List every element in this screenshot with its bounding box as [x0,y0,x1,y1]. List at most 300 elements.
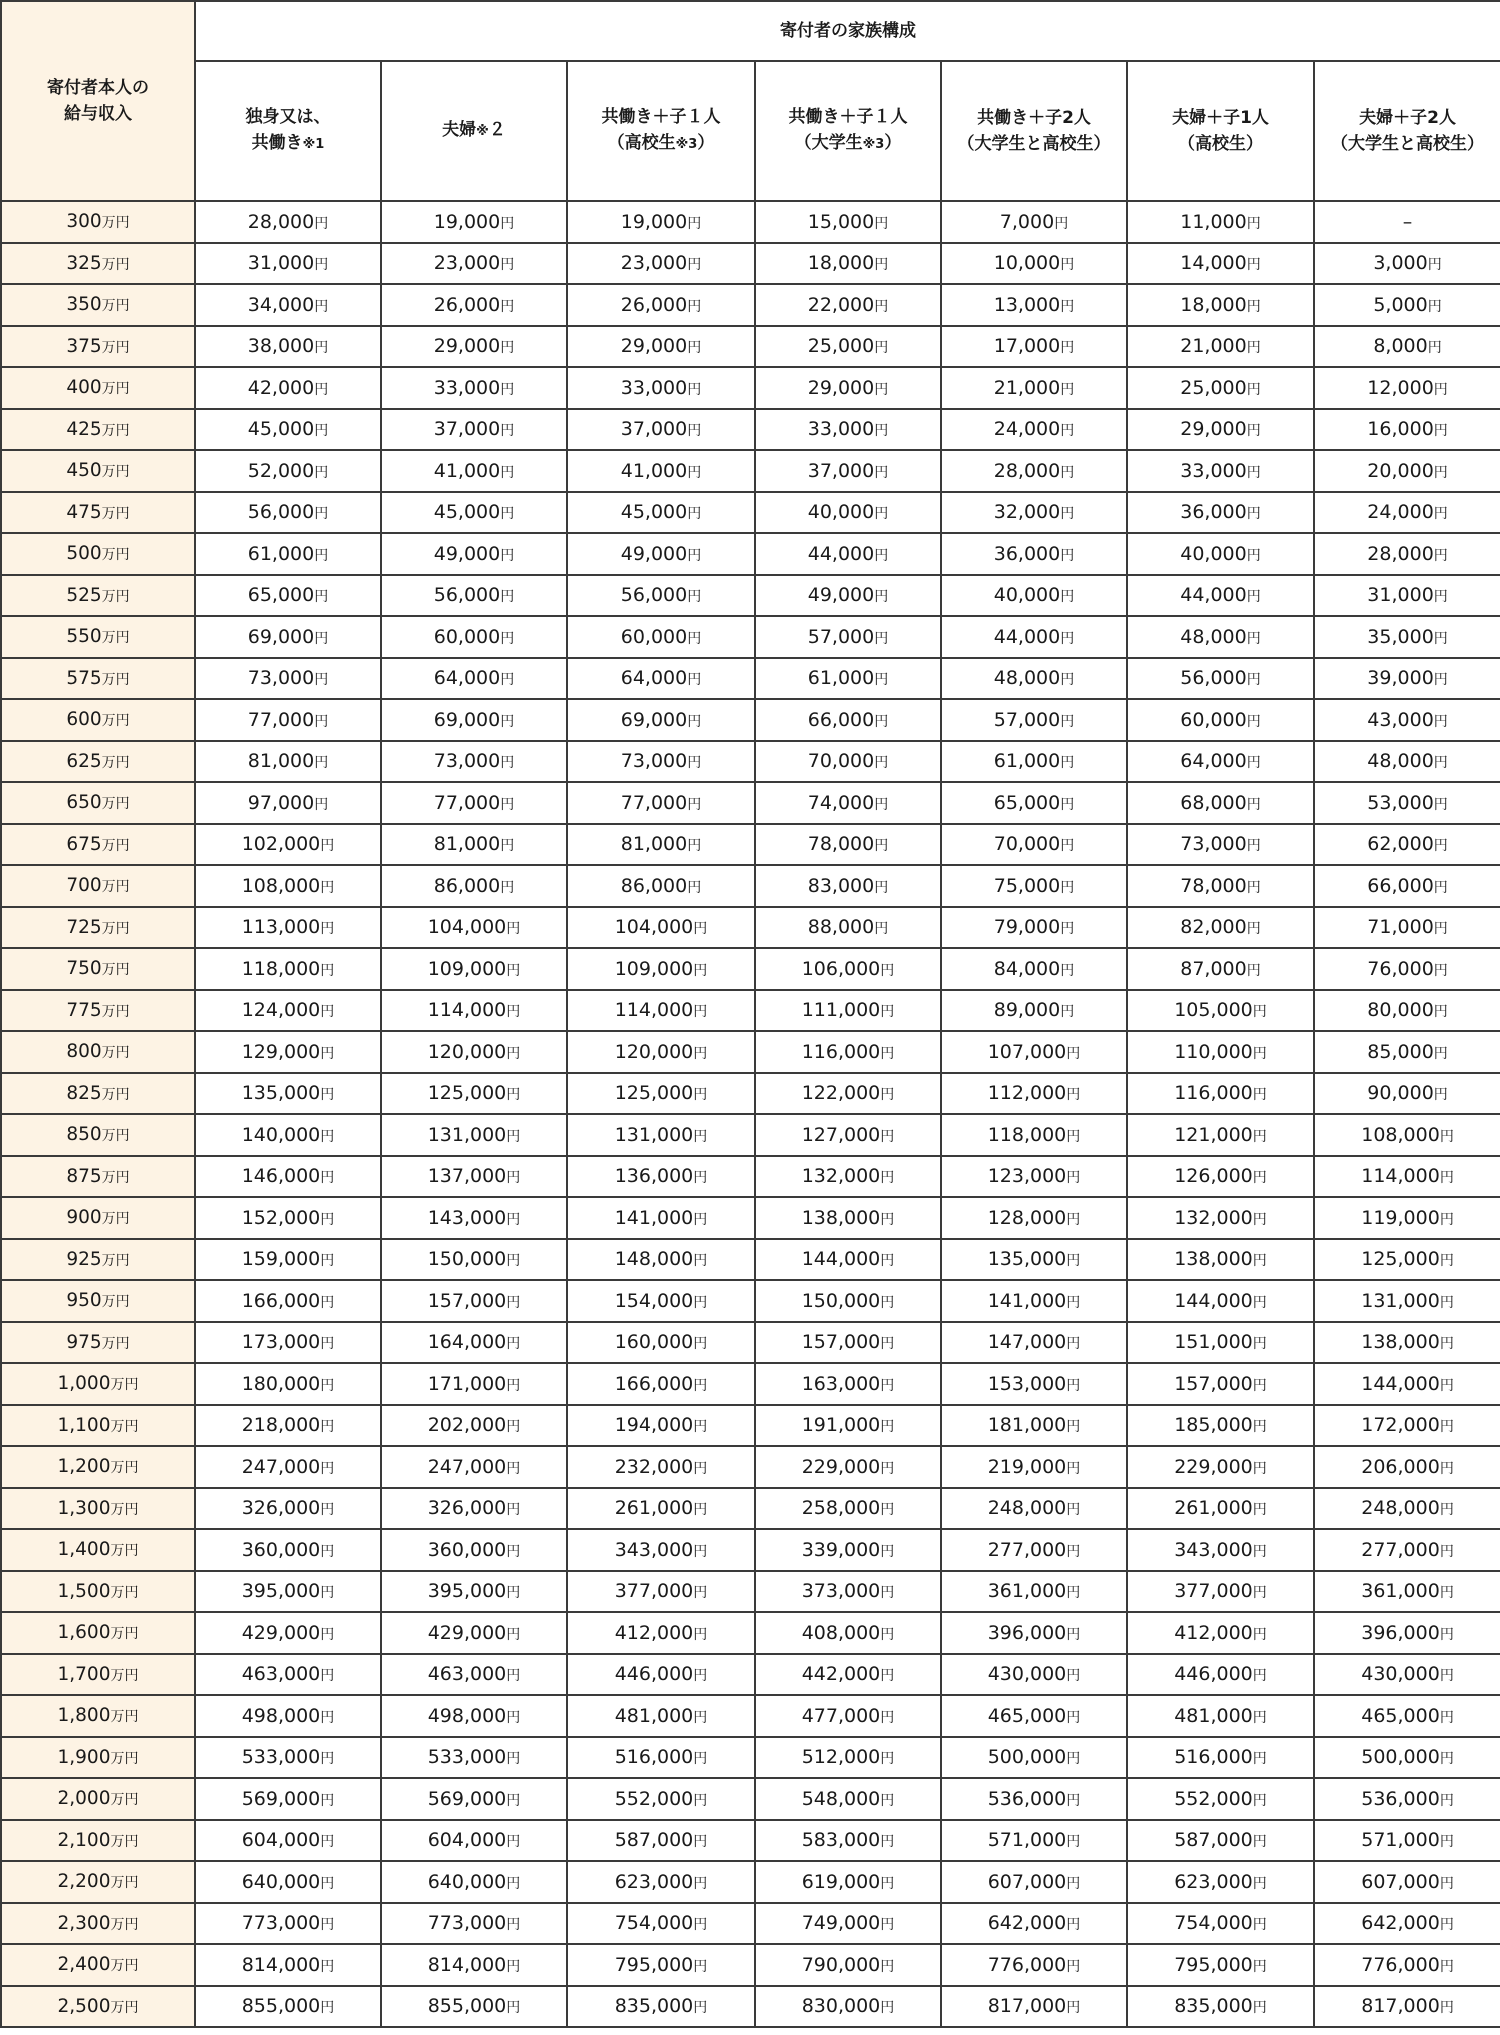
amount-value: 430,000 [1361,1663,1440,1686]
amount-cell [195,1903,381,1945]
income-value: 325 [66,252,102,274]
income-cell [1,1156,195,1198]
column-header-line [1315,131,1500,157]
amount-cell [1127,1695,1314,1737]
amount-cell [381,201,567,243]
amount-cell [567,1197,755,1239]
amount-value: 855,000 [427,1995,507,2018]
table-row [1,367,1500,409]
amount-cell [567,1778,755,1820]
amount-cell [941,907,1127,949]
amount-cell [1314,741,1500,783]
column-header-text: ） [884,133,902,153]
amount-unit: 円 [320,1004,335,1021]
amount-value: 64,000 [1180,750,1247,773]
amount-cell [755,409,941,451]
amount-unit: 円 [880,1211,895,1228]
amount-cell [195,1239,381,1281]
column-header [567,61,755,201]
amount-value: 463,000 [427,1663,507,1686]
amount-cell [941,1695,1127,1737]
amount-cell [1127,1488,1314,1530]
amount-unit: 円 [1439,1834,1454,1851]
amount-cell [1314,907,1500,949]
amount-cell [1314,1239,1500,1281]
amount-cell [1314,1363,1500,1405]
table-row [1,1529,1500,1571]
amount-unit: 円 [1066,1834,1081,1851]
amount-value: 44,000 [993,625,1061,648]
amount-unit: 円 [880,1751,895,1768]
amount-cell [941,865,1127,907]
amount-value: 56,000 [247,501,315,524]
amount-unit: 円 [506,2000,521,2017]
amount-cell [381,1571,567,1613]
amount-value: 33,000 [807,418,875,441]
amount-cell [381,1031,567,1073]
amount-unit: 円 [1433,589,1448,606]
amount-unit: 円 [1066,1668,1081,1685]
amount-value: 132,000 [801,1165,881,1188]
income-unit: 万円 [101,1252,130,1269]
amount-value: 152,000 [241,1206,321,1229]
income-value: 925 [66,1248,102,1270]
amount-cell [755,326,941,368]
amount-cell [1127,243,1314,285]
amount-value: 277,000 [1361,1538,1440,1561]
amount-value: 163,000 [801,1372,881,1395]
income-value: 1,100 [57,1414,111,1436]
amount-cell [1127,367,1314,409]
amount-cell [567,1654,755,1696]
amount-unit: 円 [693,1792,708,1809]
amount-unit: 円 [874,796,889,813]
amount-cell [1127,1820,1314,1862]
table-row [1,409,1500,451]
amount-value: 569,000 [241,1787,321,1810]
amount-unit: 円 [1066,1087,1081,1104]
income-value: 725 [66,916,102,938]
amount-cell [381,658,567,700]
amount-value: 114,000 [427,999,507,1022]
amount-unit: 円 [506,1958,521,1975]
amount-unit: 円 [693,1004,708,1021]
amount-value: 261,000 [614,1497,694,1520]
amount-cell [1314,1405,1500,1447]
amount-value: 37,000 [807,459,875,482]
income-cell [1,1197,195,1239]
amount-value: 120,000 [427,1040,507,1063]
amount-unit: 円 [314,423,329,440]
amount-cell [1127,948,1314,990]
amount-value: 148,000 [614,1248,694,1271]
amount-cell [941,1156,1127,1198]
amount-cell [941,616,1127,658]
column-header-text: （大学生 [794,133,863,153]
amount-unit: 円 [1060,1004,1075,1021]
income-unit: 万円 [101,464,130,481]
amount-cell [567,533,755,575]
amount-value: 40,000 [993,584,1061,607]
amount-cell [755,1322,941,1364]
amount-value: 60,000 [1180,708,1247,731]
amount-unit: 円 [880,1958,895,1975]
income-cell [1,741,195,783]
income-value: 425 [66,418,102,440]
income-unit: 万円 [110,1501,139,1518]
amount-cell [195,990,381,1032]
amount-unit: 円 [1252,1917,1267,1934]
amount-cell [567,616,755,658]
amount-unit: 円 [874,879,889,896]
amount-cell [1127,741,1314,783]
amount-unit: 円 [1066,1875,1081,1892]
amount-cell [1314,1820,1500,1862]
amount-unit: 円 [880,1875,895,1892]
income-value: 1,400 [57,1539,111,1561]
amount-unit: 円 [1439,1585,1454,1602]
amount-value: 109,000 [427,957,507,980]
amount-cell [755,1114,941,1156]
amount-unit: 円 [1252,1460,1267,1477]
amount-unit: 円 [314,672,329,689]
amount-unit: 円 [506,1004,521,1021]
amount-unit: 円 [1246,298,1261,315]
amount-unit: 円 [506,1709,521,1726]
amount-unit: 円 [687,381,702,398]
amount-unit: 円 [1252,1004,1267,1021]
amount-value: 412,000 [1174,1621,1253,1644]
amount-value: 477,000 [801,1704,881,1727]
income-cell [1,1322,195,1364]
income-cell [1,658,195,700]
amount-cell [195,367,381,409]
amount-unit: 円 [1252,1543,1267,1560]
income-cell [1,284,195,326]
amount-unit: 円 [874,755,889,772]
amount-unit: 円 [1246,879,1261,896]
amount-unit: 円 [693,921,708,938]
column-header [755,61,941,201]
amount-value: 57,000 [807,625,875,648]
income-unit: 万円 [101,422,130,439]
table-row [1,699,1500,741]
amount-cell [195,1695,381,1737]
column-header-line [568,130,754,158]
income-unit: 万円 [101,1045,130,1062]
amount-unit: 円 [693,1709,708,1726]
amount-value: 571,000 [987,1829,1067,1852]
table-row [1,201,1500,243]
amount-value: 206,000 [1361,1455,1440,1478]
amount-cell [1127,1654,1314,1696]
amount-unit: 円 [314,547,329,564]
amount-value: 77,000 [620,791,688,814]
amount-value: 48,000 [1180,625,1247,648]
income-cell [1,1695,195,1737]
amount-value: 37,000 [433,418,501,441]
amount-value: 19,000 [620,210,688,233]
amount-value: 35,000 [1367,625,1434,648]
amount-unit: 円 [1246,547,1261,564]
amount-value: 60,000 [433,625,501,648]
income-unit: 万円 [101,1086,130,1103]
amount-unit: 円 [687,464,702,481]
column-header-text: 夫婦 [442,120,477,140]
amount-unit: 円 [1246,672,1261,689]
amount-value: 48,000 [1367,750,1434,773]
amount-unit: 円 [880,1460,895,1477]
amount-cell [567,782,755,824]
income-cell [1,1405,195,1447]
amount-value: 191,000 [801,1414,881,1437]
amount-value: 166,000 [614,1372,694,1395]
amount-value: 62,000 [1367,833,1434,856]
amount-value: 219,000 [987,1455,1067,1478]
amount-cell [381,1156,567,1198]
amount-unit: 円 [1439,1128,1454,1145]
amount-value: 22,000 [807,293,875,316]
table-row [1,1405,1500,1447]
amount-unit: 円 [1433,464,1448,481]
amount-unit: 円 [1252,1585,1267,1602]
amount-cell [1127,533,1314,575]
amount-cell [195,326,381,368]
amount-unit: 円 [320,2000,335,2017]
amount-unit: 円 [880,962,895,979]
table-row [1,824,1500,866]
amount-value: 229,000 [1174,1455,1253,1478]
amount-value: 144,000 [1174,1289,1253,1312]
amount-value: 533,000 [241,1746,321,1769]
amount-unit: 円 [687,257,702,274]
amount-unit: 円 [687,506,702,523]
amount-cell [755,990,941,1032]
amount-value: 23,000 [620,252,688,275]
amount-value: 53,000 [1367,791,1434,814]
amount-value: 607,000 [987,1870,1067,1893]
income-value: 1,200 [57,1456,111,1478]
amount-value: 773,000 [427,1912,507,1935]
amount-cell [567,1239,755,1281]
income-unit: 万円 [110,1543,139,1560]
amount-cell [381,1405,567,1447]
amount-value: 97,000 [247,791,315,814]
amount-unit: 円 [506,1917,521,1934]
amount-cell [941,699,1127,741]
amount-value: 14,000 [1180,252,1247,275]
amount-unit: 円 [693,1626,708,1643]
amount-unit: 円 [1252,1875,1267,1892]
amount-unit: 円 [874,423,889,440]
amount-unit: 円 [880,1294,895,1311]
amount-value: 116,000 [801,1040,881,1063]
amount-unit: 円 [1252,1626,1267,1643]
amount-cell [195,1280,381,1322]
amount-value: 49,000 [433,542,501,565]
amount-cell [195,1778,381,1820]
amount-value: 78,000 [1180,874,1247,897]
amount-value: 111,000 [801,999,881,1022]
income-cell [1,575,195,617]
amount-cell [195,948,381,990]
income-value: 575 [66,667,102,689]
income-cell [1,1861,195,1903]
amount-cell [1127,1446,1314,1488]
amount-unit: 円 [506,1419,521,1436]
amount-unit: 円 [1060,630,1075,647]
amount-unit: 円 [1439,1626,1454,1643]
amount-value: 90,000 [1367,1082,1434,1105]
amount-cell [381,409,567,451]
amount-cell [381,1903,567,1945]
column-header-text: ２ [488,120,506,140]
amount-cell [195,1944,381,1986]
column-header-line [942,131,1126,157]
amount-unit: 円 [506,962,521,979]
amount-cell [1127,409,1314,451]
amount-value: 361,000 [1361,1580,1440,1603]
amount-value: 604,000 [427,1829,507,1852]
amount-value: 258,000 [801,1497,881,1520]
amount-cell [1314,1737,1500,1779]
amount-unit: 円 [1427,340,1442,357]
amount-cell [567,948,755,990]
income-value: 900 [66,1207,102,1229]
amount-unit: 円 [1066,1917,1081,1934]
amount-unit: 円 [500,630,515,647]
amount-value: 81,000 [247,750,315,773]
amount-unit: 円 [320,962,335,979]
amount-value: 44,000 [807,542,875,565]
table-row [1,492,1500,534]
amount-cell [1127,492,1314,534]
amount-value: 40,000 [1180,542,1247,565]
amount-unit: 円 [500,381,515,398]
amount-value: 5,000 [1373,293,1428,316]
column-header-line [942,105,1126,131]
amount-cell [381,1114,567,1156]
amount-cell [567,492,755,534]
amount-value: 19,000 [433,210,501,233]
amount-unit: 円 [1439,1917,1454,1934]
amount-value: 61,000 [807,667,875,690]
income-unit: 万円 [110,1667,139,1684]
amount-unit: 円 [1246,215,1261,232]
amount-unit: 円 [1246,506,1261,523]
amount-cell [567,1571,755,1613]
amount-unit: 円 [880,2000,895,2017]
amount-value: 430,000 [987,1663,1067,1686]
amount-cell [1314,1446,1500,1488]
amount-unit: 円 [320,1045,335,1062]
income-unit: 万円 [101,796,130,813]
income-cell [1,990,195,1032]
amount-unit: 円 [1060,921,1075,938]
amount-cell [1314,948,1500,990]
amount-cell [1314,367,1500,409]
amount-cell [755,1820,941,1862]
income-unit: 万円 [101,381,130,398]
amount-cell [941,492,1127,534]
column-header-text: （高校生 [607,133,676,153]
amount-cell [941,409,1127,451]
amount-cell [755,1280,941,1322]
amount-value: 326,000 [241,1497,321,1520]
amount-cell [381,1654,567,1696]
table-row [1,1986,1500,2028]
amount-value: 135,000 [987,1248,1067,1271]
income-value: 800 [66,1041,102,1063]
amount-value: 151,000 [1174,1331,1253,1354]
amount-unit: 円 [1433,755,1448,772]
amount-value: 131,000 [427,1123,507,1146]
amount-value: 18,000 [1180,293,1247,316]
amount-unit: 円 [693,1294,708,1311]
amount-cell [1127,782,1314,824]
amount-unit: 円 [874,630,889,647]
amount-value: 18,000 [807,252,875,275]
income-value: 700 [66,875,102,897]
amount-cell [567,1903,755,1945]
amount-cell [1127,1737,1314,1779]
amount-cell [1314,699,1500,741]
amount-unit: 円 [1246,755,1261,772]
amount-value: 70,000 [807,750,875,773]
amount-value: 773,000 [241,1912,321,1935]
income-value: 300 [66,211,102,233]
table-row [1,1571,1500,1613]
amount-cell [941,782,1127,824]
amount-cell [1314,284,1500,326]
amount-cell [941,1986,1127,2028]
amount-cell [1314,326,1500,368]
amount-cell [381,1737,567,1779]
amount-cell [567,1986,755,2028]
income-cell [1,616,195,658]
amount-value: 202,000 [427,1414,507,1437]
amount-unit: 円 [1252,1377,1267,1394]
amount-value: 144,000 [1361,1372,1440,1395]
amount-unit: 円 [1060,506,1075,523]
amount-value: 817,000 [987,1995,1067,2018]
amount-unit: 円 [1252,1834,1267,1851]
amount-value: 126,000 [1174,1165,1253,1188]
amount-value: 373,000 [801,1580,881,1603]
amount-cell [755,1446,941,1488]
amount-unit: 円 [880,1709,895,1726]
column-header-line [568,104,754,130]
amount-cell [195,865,381,907]
amount-unit: 円 [693,1502,708,1519]
amount-unit: 円 [1433,962,1448,979]
amount-cell [381,1280,567,1322]
amount-unit: 円 [500,547,515,564]
amount-unit: 円 [1066,1958,1081,1975]
amount-unit: 円 [687,630,702,647]
amount-value: 814,000 [241,1953,321,1976]
amount-cell [941,741,1127,783]
amount-unit: 円 [1252,1253,1267,1270]
income-cell [1,450,195,492]
amount-unit: 円 [874,838,889,855]
amount-value: 533,000 [427,1746,507,1769]
amount-value: 377,000 [614,1580,694,1603]
amount-value: 136,000 [614,1165,694,1188]
amount-cell [195,533,381,575]
amount-value: 52,000 [247,459,315,482]
amount-value: 277,000 [987,1538,1067,1561]
